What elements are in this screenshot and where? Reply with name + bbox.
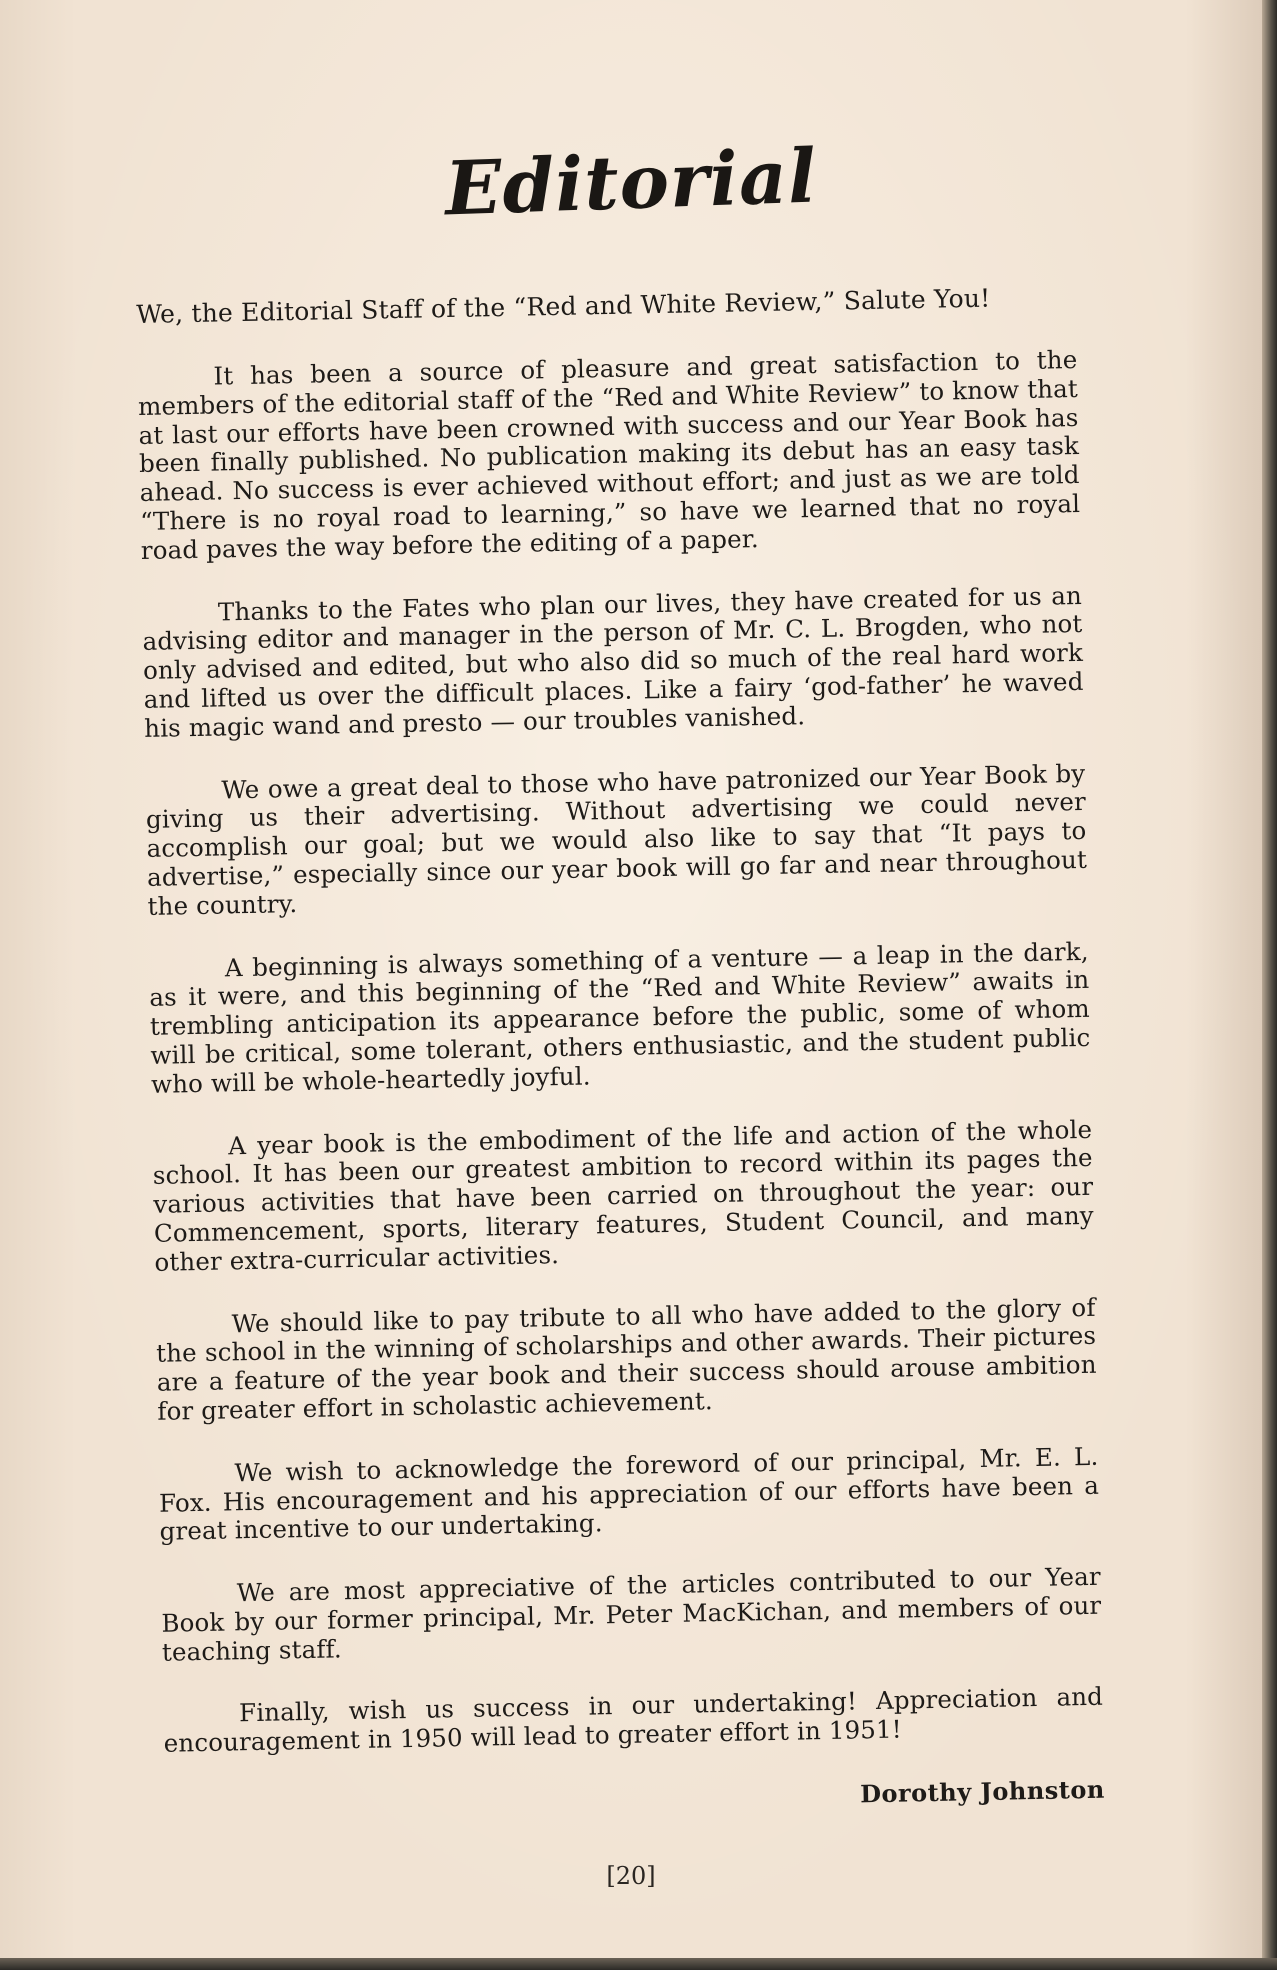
paragraph-6: We should like to pay tribute to all who have added to the glory of the school in the winning of scholarships and other awards. Their pictures are a feature of the year book and their success should arouse ambition for greater effort in scholastic achievement. xyxy=(155,1292,1097,1426)
page-bottom-edge xyxy=(0,1958,1277,1970)
paragraph-9: Finally, wish us success in our undertaking! Appreciation and encouragement in 1950 will lead to greater effort in 1951! xyxy=(163,1682,1104,1759)
page-number: [20] xyxy=(606,1862,656,1890)
paragraph-8: We are most appreciative of the articles contributed to our Year Book by our former principal, Mr. Peter MacKichan, and members of our teaching staff. xyxy=(161,1561,1102,1667)
paragraph-2: Thanks to the Fates who plan our lives, they have created for us an advising editor and manager in the person of Mr. C. L. Brogden, who not only advised and edited, but who also did so much of the real hard work and lifted us over the difficult places. Like a fairy ‘god-father’ he waved his magic wand and presto — our troubles vanished. xyxy=(142,580,1084,743)
author-signature: Dorothy Johnston xyxy=(859,1774,1106,1809)
paragraph-5: A year book is the embodiment of the life and action of the whole school. It has been our greatest ambition to record within its pages the various activities that have been carried on throughout the year: our Commencement, sports, literary features, Student Council, and many other extra-curricular activities. xyxy=(152,1114,1095,1277)
paragraph-7: We wish to acknowledge the foreword of our principal, Mr. E. L. Fox. His encouragement and his appreciation of our efforts have been a great incentive to our undertaking. xyxy=(158,1441,1100,1547)
paragraph-1: It has been a source of pleasure and great satisfaction to the members of the editorial staff of the “Red and White Review” to know that at last our efforts have been crowned with success and our Year Book has been finally published. No publication making its debut has an easy task ahead. No success is ever achieved without effort; and just as we are told “There is no royal road to learning,” so have we learned that no royal road paves the way before the editing of a paper. xyxy=(137,344,1081,565)
salutation: We, the Editorial Staff of the “Red and White Review,” Salute You! xyxy=(136,283,991,329)
page-title: Editorial xyxy=(443,133,819,233)
paragraph-3: We owe a great deal to those who have patronized our Year Book by giving us their advertising. Without advertising we could never accomplish our goal; but we would also like to say that “It pays to advertise,” especially since our year book will go far and near throughout the country. xyxy=(145,758,1088,921)
book-spine-edge xyxy=(1262,0,1277,1970)
paragraph-4: A beginning is always something of a venture — a leap in the dark, as it were, and this beginning of the “Red and White Review” awaits in trembling anticipation its appearance before the public, some of whom will be critical, some tolerant, others enthusiastic, and the student public who will be whole-heartedly joyful. xyxy=(149,936,1091,1099)
editorial-body xyxy=(136,282,1105,1822)
